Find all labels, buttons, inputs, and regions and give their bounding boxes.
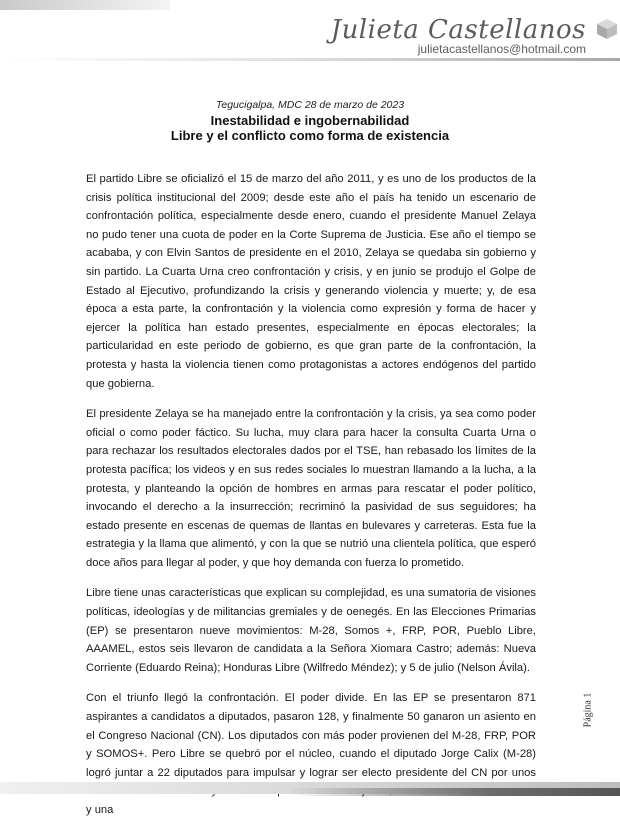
author-email: julietacastellanos@hotmail.com bbox=[417, 42, 586, 56]
dateline: Tegucigalpa, MDC 28 de marzo de 2023 bbox=[215, 99, 405, 111]
paragraph: Libre tiene unas características que explican su complejidad, es una sumatoria de visiones políticas, ideologías y de militancias gremiales y de oenegés. En las Elecciones Primarias (EP) se presentaron nueve movimientos: M-28, Somos +, FRP, POR, Pueblo Libre, AAAMEL, estos seis llevaron de candidata a la Señora Xiomara Castro; además: Nueva Corriente (Eduardo Reina); Honduras Libre (Wilfredo Méndez); y 5 de julio (Nelson Ávila). bbox=[86, 587, 536, 674]
paragraph: Con el triunfo llegó la confrontación. El poder divide. En las EP se presentaron 871 aspirantes a candidatos a diputados, pasaron 128, y finalmente 50 ganaron un asiento en el Congreso Nacional (CN). Los diputados con más poder provienen del M-28, FRP, POR y SOMOS+. Pero Libre se quebró por el núcleo, cuando el diputado Jorge Calix (M-28) logró juntar a 22 diputados para impulsar y lograr ser electo presidente del CN por unos y una bbox=[86, 692, 536, 816]
header-decoration-slab bbox=[0, 0, 170, 10]
document-title: Inestabilidad e ingobernabilidad bbox=[210, 113, 410, 128]
page-footer bbox=[0, 774, 620, 800]
document-subtitle: Libre y el conflicto como forma de existencia bbox=[170, 128, 450, 143]
document-body bbox=[86, 170, 536, 832]
page-number-label: Página 1 bbox=[582, 692, 594, 728]
paragraph: El partido Libre se oficializó el 15 de marzo del año 2011, y es uno de los productos de la crisis política institucional del 2009; desde este año el país ha tenido un escenario de confrontación política, especialmente desde enero, cuando el presidente Manuel Zelaya no pudo tener una cuota de poder en la Corte Suprema de Justicia. Ese año el tiempo se acababa, y con Elvin Santos de presidente en el 2010, Zelaya se quedaba sin gobierno y sin partido. La Cuarta Urna creo confrontación y crisis, y en junio se produjo el Golpe de Estado al Ejecutivo, profundizando la crisis y generando violencia y muerte; y, de esa época a esta parte, la confrontación y la violencia como expresión y forma de hacer y ejercer la política han estado presentes, especialmente en épocas electorales; la particularidad en este periodo de gobierno, es que gran parte de la confrontación, la protesta y hasta la violencia tienen como protagonistas a actores endógenos del partido que gobierna. bbox=[86, 173, 536, 390]
header-cube-icon bbox=[596, 18, 618, 40]
header-rule bbox=[0, 58, 620, 61]
author-brand bbox=[331, 17, 586, 55]
paragraph: El presidente Zelaya se ha manejado entre la confrontación y la crisis, ya sea como poder oficial o como poder fáctico. Su lucha, muy clara para hacer la consulta Cuarta Urna o para rechazar los resultados electorales dados por el TSE, han rebasado los límites de la protesta pacífica; los videos y en sus redes sociales lo muestran llamando a la lucha, a la protesta, y planteando la opción de hombres en armas para rescatar el poder político, invocando el derecho a la insurrección; recriminó la pasividad de sus seguidores; ha estado presente en escenas de quemas de llantas en bulevares y carreteras. Esta fue la estrategia y la llama que alimentó, y con la que se nutrió una clientela política, que esperó doce años para llegar al poder, y que hoy demanda con fuerza lo prometido. bbox=[86, 408, 536, 569]
page-number bbox=[568, 690, 608, 730]
author-name: Julieta Castellanos bbox=[330, 15, 586, 45]
footer-dark-accent bbox=[290, 788, 620, 796]
page-header bbox=[0, 0, 620, 70]
